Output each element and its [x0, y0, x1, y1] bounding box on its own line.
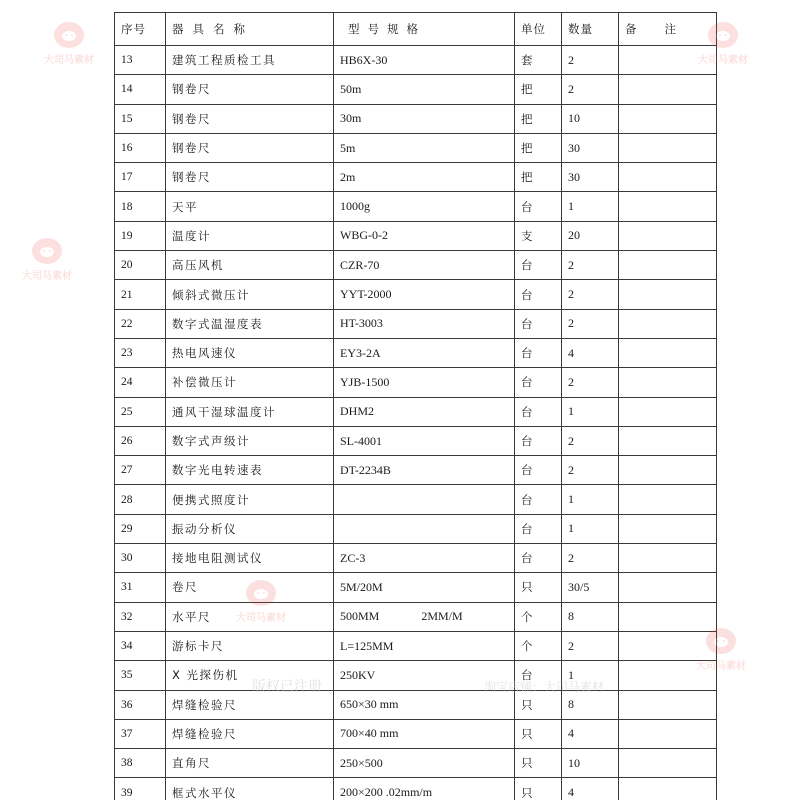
cell-spec: HT-3003 [334, 309, 515, 338]
cell-unit: 把 [515, 133, 562, 162]
header-no: 序号 [115, 13, 166, 46]
table-row [115, 456, 717, 485]
table-row [115, 163, 717, 192]
watermark-logo [22, 238, 72, 282]
cell-no: 13 [115, 46, 166, 75]
cell-no: 31 [115, 573, 166, 602]
cell-spec: DHM2 [334, 397, 515, 426]
table-row [115, 397, 717, 426]
cell-qty: 4 [562, 778, 619, 800]
cell-unit: 支 [515, 221, 562, 250]
cell-name: 数字式声级计 [166, 426, 334, 455]
cell-no: 35 [115, 661, 166, 690]
cell-spec-primary: 500MM [340, 609, 380, 624]
cell-unit: 只 [515, 778, 562, 800]
cell-unit: 台 [515, 485, 562, 514]
watermark-shop: 淘宝店铺：大司马素材 [484, 680, 605, 694]
cell-name: 便携式照度计 [166, 485, 334, 514]
cell-name: 钢卷尺 [166, 104, 334, 133]
cell-note [619, 573, 717, 602]
cell-spec [334, 602, 515, 631]
cell-name: 卷尺 [166, 573, 334, 602]
cell-name: 振动分析仪 [166, 514, 334, 543]
cell-name: 钢卷尺 [166, 75, 334, 104]
cell-unit: 个 [515, 631, 562, 660]
cell-name: 框式水平仪 [166, 778, 334, 800]
cell-no: 18 [115, 192, 166, 221]
table-row [115, 778, 717, 800]
cell-unit: 只 [515, 719, 562, 748]
cell-note [619, 661, 717, 690]
header-name: 器具名称 [166, 13, 334, 46]
cell-qty: 1 [562, 192, 619, 221]
cell-unit: 台 [515, 456, 562, 485]
cell-unit: 只 [515, 690, 562, 719]
cell-no: 32 [115, 602, 166, 631]
cell-name: 直角尺 [166, 749, 334, 778]
cell-unit: 台 [515, 368, 562, 397]
table-row [115, 631, 717, 660]
cell-qty: 2 [562, 46, 619, 75]
table-row [115, 544, 717, 573]
cell-no: 39 [115, 778, 166, 800]
cell-note [619, 104, 717, 133]
cell-spec: 5m [334, 133, 515, 162]
cell-qty: 4 [562, 338, 619, 367]
cell-name: 补偿微压计 [166, 368, 334, 397]
cell-note [619, 485, 717, 514]
cell-unit: 只 [515, 573, 562, 602]
cell-name: X 光探伤机 [166, 661, 334, 690]
watermark-logo [44, 22, 94, 66]
cell-spec: WBG-0-2 [334, 221, 515, 250]
cell-no: 19 [115, 221, 166, 250]
cell-no: 22 [115, 309, 166, 338]
cell-name: 钢卷尺 [166, 133, 334, 162]
cell-note [619, 426, 717, 455]
cell-unit: 台 [515, 309, 562, 338]
cell-qty: 1 [562, 661, 619, 690]
cell-note [619, 749, 717, 778]
cell-name: 通风干湿球温度计 [166, 397, 334, 426]
cell-qty: 4 [562, 719, 619, 748]
cell-unit: 台 [515, 338, 562, 367]
cell-unit: 台 [515, 280, 562, 309]
cell-spec: DT-2234B [334, 456, 515, 485]
cell-note [619, 368, 717, 397]
table-row [115, 573, 717, 602]
table-row [115, 690, 717, 719]
cell-qty: 10 [562, 104, 619, 133]
cell-qty: 8 [562, 690, 619, 719]
cell-no: 30 [115, 544, 166, 573]
cell-unit: 台 [515, 426, 562, 455]
watermark-brand: 大司马素材 [22, 271, 72, 282]
cell-note [619, 46, 717, 75]
cell-qty: 2 [562, 631, 619, 660]
cell-no: 25 [115, 397, 166, 426]
cell-no: 16 [115, 133, 166, 162]
cell-unit: 台 [515, 192, 562, 221]
cell-note [619, 221, 717, 250]
cell-note [619, 251, 717, 280]
cell-spec: YYT-2000 [334, 280, 515, 309]
table-row [115, 280, 717, 309]
cell-qty: 2 [562, 309, 619, 338]
table-row [115, 309, 717, 338]
header-qty: 数量 [562, 13, 619, 46]
cell-spec: CZR-70 [334, 251, 515, 280]
cell-name: 数字式温湿度表 [166, 309, 334, 338]
cell-name: 温度计 [166, 221, 334, 250]
cell-qty: 2 [562, 456, 619, 485]
cell-unit: 把 [515, 75, 562, 104]
cell-unit: 个 [515, 602, 562, 631]
cell-no: 21 [115, 280, 166, 309]
cell-spec: SL-4001 [334, 426, 515, 455]
watermark-brand: 大司马素材 [44, 55, 94, 66]
cell-name: 热电风速仪 [166, 338, 334, 367]
cell-no: 15 [115, 104, 166, 133]
table-row [115, 602, 717, 631]
cell-qty: 1 [562, 514, 619, 543]
cell-name: 焊缝检验尺 [166, 719, 334, 748]
cell-qty: 2 [562, 368, 619, 397]
cell-spec: 30m [334, 104, 515, 133]
cell-note [619, 719, 717, 748]
cell-note [619, 75, 717, 104]
cell-spec [334, 485, 515, 514]
cell-no: 37 [115, 719, 166, 748]
cell-name: 焊缝检验尺 [166, 690, 334, 719]
table-row [115, 338, 717, 367]
cell-note [619, 338, 717, 367]
cell-unit: 台 [515, 397, 562, 426]
cell-spec: 2m [334, 163, 515, 192]
cell-qty: 2 [562, 251, 619, 280]
cell-qty: 1 [562, 485, 619, 514]
cell-qty: 2 [562, 280, 619, 309]
cell-unit: 台 [515, 544, 562, 573]
cell-no: 20 [115, 251, 166, 280]
cell-note [619, 602, 717, 631]
table-row [115, 75, 717, 104]
table-row [115, 192, 717, 221]
cell-note [619, 544, 717, 573]
cell-qty: 30 [562, 163, 619, 192]
cell-spec: 700×40 mm [334, 719, 515, 748]
table-row [115, 661, 717, 690]
cell-no: 34 [115, 631, 166, 660]
table-row [115, 426, 717, 455]
watermark-copyright: 版权已注册 [252, 679, 322, 695]
cell-spec: 200×200 .02mm/m [334, 778, 515, 800]
cell-spec: 5M/20M [334, 573, 515, 602]
table-row [115, 719, 717, 748]
cell-unit: 只 [515, 749, 562, 778]
cell-spec: YJB-1500 [334, 368, 515, 397]
table-row [115, 221, 717, 250]
cell-name: 倾斜式微压计 [166, 280, 334, 309]
cell-note [619, 163, 717, 192]
table-row [115, 46, 717, 75]
cell-qty: 30 [562, 133, 619, 162]
cell-name: 建筑工程质检工具 [166, 46, 334, 75]
cell-unit: 把 [515, 104, 562, 133]
cell-spec: ZC-3 [334, 544, 515, 573]
cell-note [619, 280, 717, 309]
table-row [115, 368, 717, 397]
cell-name: 接地电阻测试仪 [166, 544, 334, 573]
watermark-brand: 大司马素材 [698, 55, 748, 66]
equipment-table [114, 12, 717, 800]
cell-note [619, 397, 717, 426]
cell-no: 27 [115, 456, 166, 485]
cell-unit: 台 [515, 251, 562, 280]
cell-qty: 20 [562, 221, 619, 250]
cell-qty: 1 [562, 397, 619, 426]
table-row [115, 514, 717, 543]
brand-mascot-icon [54, 22, 84, 48]
cell-spec: HB6X-30 [334, 46, 515, 75]
cell-spec: L=125MM [334, 631, 515, 660]
cell-no: 17 [115, 163, 166, 192]
cell-unit: 台 [515, 661, 562, 690]
cell-no: 36 [115, 690, 166, 719]
cell-qty: 30/5 [562, 573, 619, 602]
cell-spec: 1000g [334, 192, 515, 221]
cell-unit: 把 [515, 163, 562, 192]
cell-spec [334, 514, 515, 543]
table-row [115, 133, 717, 162]
cell-no: 29 [115, 514, 166, 543]
cell-name: 高压风机 [166, 251, 334, 280]
cell-note [619, 133, 717, 162]
watermark-brand: 大司马素材 [236, 613, 286, 624]
cell-qty: 2 [562, 426, 619, 455]
cell-note [619, 192, 717, 221]
cell-note [619, 456, 717, 485]
cell-unit: 台 [515, 514, 562, 543]
cell-name: 数字光电转速表 [166, 456, 334, 485]
cell-note [619, 309, 717, 338]
cell-spec-secondary: 2MM/M [421, 609, 463, 624]
table-row [115, 749, 717, 778]
cell-spec: 650×30 mm [334, 690, 515, 719]
cell-name: 水平尺 [166, 602, 334, 631]
table-row [115, 251, 717, 280]
cell-no: 26 [115, 426, 166, 455]
cell-spec: EY3-2A [334, 338, 515, 367]
cell-no: 38 [115, 749, 166, 778]
header-spec: 型号规格 [334, 13, 515, 46]
watermark-brand: 大司马素材 [696, 661, 746, 672]
cell-note [619, 631, 717, 660]
header-note: 备注 [619, 13, 717, 46]
cell-qty: 2 [562, 75, 619, 104]
cell-name: 钢卷尺 [166, 163, 334, 192]
cell-spec: 250×500 [334, 749, 515, 778]
cell-no: 24 [115, 368, 166, 397]
cell-qty: 2 [562, 544, 619, 573]
cell-spec: 250KV [334, 661, 515, 690]
cell-no: 28 [115, 485, 166, 514]
cell-qty: 10 [562, 749, 619, 778]
table-row [115, 104, 717, 133]
header-unit: 单位 [515, 13, 562, 46]
cell-name: 天平 [166, 192, 334, 221]
table-body [115, 46, 717, 800]
cell-name: 游标卡尺 [166, 631, 334, 660]
cell-note [619, 778, 717, 800]
cell-note [619, 514, 717, 543]
cell-no: 14 [115, 75, 166, 104]
brand-mascot-icon [32, 238, 62, 264]
cell-spec: 50m [334, 75, 515, 104]
cell-unit: 套 [515, 46, 562, 75]
cell-no: 23 [115, 338, 166, 367]
cell-note [619, 690, 717, 719]
table-row [115, 485, 717, 514]
cell-qty: 8 [562, 602, 619, 631]
table-header-row [115, 13, 717, 46]
